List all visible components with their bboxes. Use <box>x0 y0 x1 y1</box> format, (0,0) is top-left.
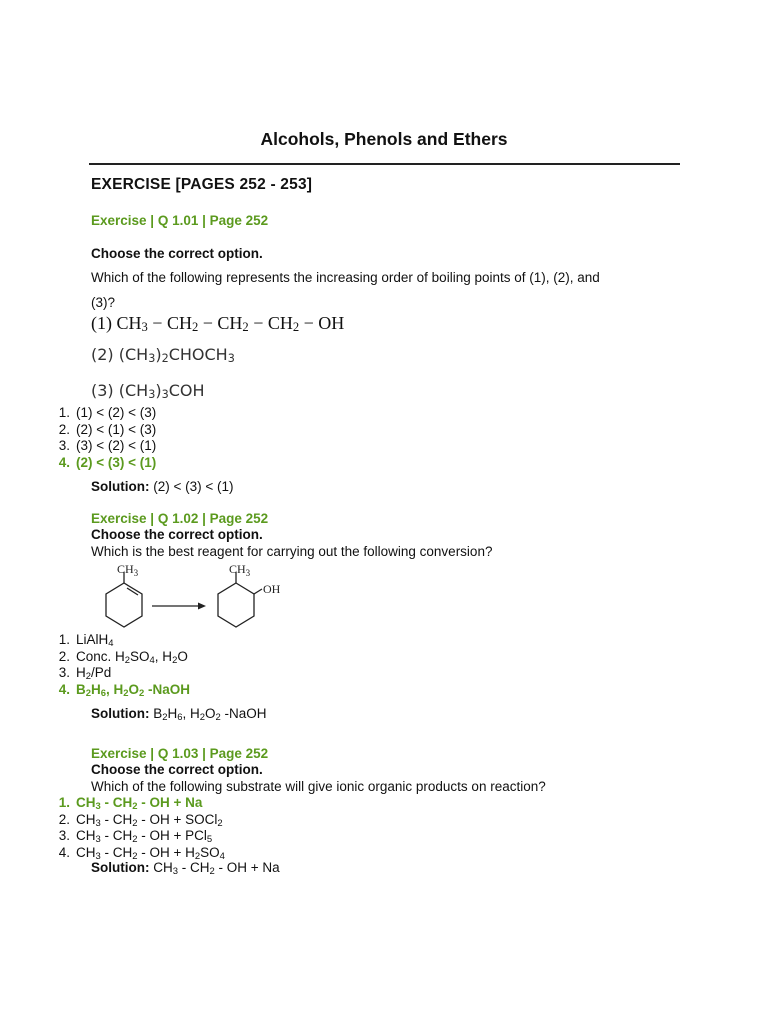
option-item <box>42 665 190 682</box>
option-number: 4. <box>58 681 70 697</box>
option-text: $H_2/Pd$ <box>76 665 112 682</box>
option-item <box>42 632 190 649</box>
exercise-heading: EXERCISE [PAGES 252 - 253] <box>91 176 313 193</box>
option-text: $CH_3 - CH_2$ - OH + SOCl$_2$ <box>76 811 223 829</box>
reaction-arrow <box>152 603 206 610</box>
methyl-label-left: $CH_3$ <box>117 562 139 578</box>
option-item <box>42 649 190 666</box>
option-number: 1. <box>58 632 70 647</box>
option-item <box>42 845 225 862</box>
option-number: 1. <box>58 795 70 810</box>
option-number: 4. <box>58 844 70 860</box>
q2-options <box>42 632 190 698</box>
q1-solution <box>91 479 234 494</box>
option-item <box>42 682 190 699</box>
option-item <box>42 795 225 812</box>
q2-solution <box>91 706 267 721</box>
solution-text: (2) < (3) < (1) <box>153 479 234 494</box>
option-number: 3. <box>58 828 70 843</box>
q1-instruction: Choose the correct option. <box>91 246 263 261</box>
option-item <box>42 405 156 422</box>
q3-reference: Exercise | Q 1.03 | Page 252 <box>91 746 269 761</box>
option-number: 2. <box>58 811 70 827</box>
option-number: 4. <box>58 454 70 470</box>
q1-options <box>42 405 156 471</box>
option-text: $CH_3 - CH_2$ - OH + PCl$_5$ <box>76 828 213 845</box>
option-number: 1. <box>58 405 70 420</box>
q2-instruction: Choose the correct option. <box>91 527 263 542</box>
methylcyclohexanol-structure <box>218 572 262 627</box>
option-item <box>42 812 225 829</box>
solution-text: $B_2H_6$, $H_2O_2$ -NaOH <box>153 706 267 723</box>
q1-question-line2: (3)? <box>91 295 116 310</box>
option-text: (3) < (2) < (1) <box>76 438 157 453</box>
q3-instruction: Choose the correct option. <box>91 762 263 777</box>
q1-compound-1: (1) $CH_3 - CH_2 - CH_2 - CH_2$ − OH <box>91 313 345 334</box>
option-item <box>42 422 156 439</box>
q3-solution <box>91 860 280 875</box>
q3-question: Which of the following substrate will give ionic organic products on reaction? <box>91 779 546 794</box>
option-text: $CH_3 - CH_2$ - OH + $H_2SO_4$ <box>76 844 225 862</box>
q1-reference: Exercise | Q 1.01 | Page 252 <box>91 213 269 228</box>
methylcyclohexene-structure <box>106 572 142 627</box>
q3-options <box>42 795 225 861</box>
solution-label: Solution: <box>91 479 150 494</box>
option-number: 3. <box>58 665 70 680</box>
q2-reaction-scheme <box>86 560 306 636</box>
option-text: $CH_3 - CH_2$ - OH + Na <box>76 795 203 812</box>
option-number: 2. <box>58 648 70 664</box>
option-text: (2) < (1) < (3) <box>76 421 157 437</box>
option-item <box>42 455 156 472</box>
q1-compound-2: (2) $(CH_3)_2CHOCH_3$ <box>91 345 235 365</box>
hydroxyl-label: OH <box>263 582 281 596</box>
option-text: $B_2H_6$, $H_2O_2$ -NaOH <box>76 681 191 699</box>
option-text: (2) < (3) < (1) <box>76 454 157 470</box>
q2-reference: Exercise | Q 1.02 | Page 252 <box>91 511 269 526</box>
option-item <box>42 828 225 845</box>
q2-question: Which is the best reagent for carrying out the following conversion? <box>91 544 493 559</box>
option-item <box>42 438 156 455</box>
solution-text: $CH_3 - CH_2$ - OH + Na <box>153 860 280 877</box>
option-text: LiAlH$_4$ <box>76 632 114 649</box>
page-title: Alcohols, Phenols and Ethers <box>260 129 508 149</box>
solution-label: Solution: <box>91 706 150 721</box>
option-number: 2. <box>58 421 70 437</box>
methyl-label-right: $CH_3$ <box>229 562 251 578</box>
option-text: Conc. $H_2SO_4$, $H_2O$ <box>76 648 188 666</box>
q1-compound-3: (3) $(CH_3)_3COH$ <box>91 381 205 401</box>
title-divider <box>89 163 680 165</box>
option-text: (1) < (2) < (3) <box>76 405 157 420</box>
q1-question-line1: Which of the following represents the increasing order of boiling points of (1), (2), and <box>91 270 600 285</box>
option-number: 3. <box>58 438 70 453</box>
solution-label: Solution: <box>91 860 150 875</box>
